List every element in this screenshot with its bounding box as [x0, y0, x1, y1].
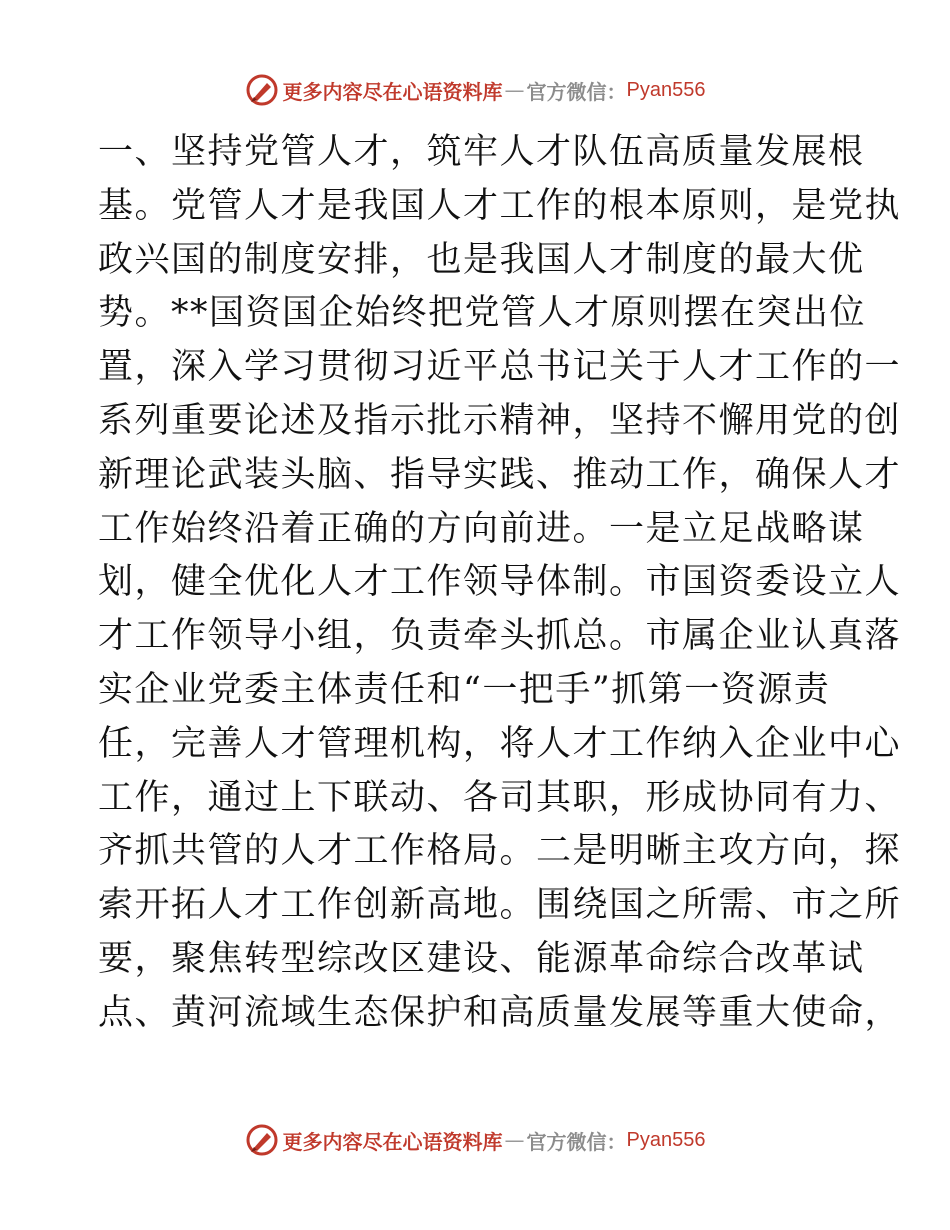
- footer-watermark-banner: [0, 1120, 950, 1160]
- banner-sub-text: 官方微信：: [526, 1129, 627, 1154]
- banner-separator: —: [504, 78, 525, 102]
- banner-wechat-id: Pyan556: [626, 78, 706, 101]
- text-line: 索开拓人才工作创新高地。围绕国之所需、市之所: [98, 885, 902, 926]
- text-line: 系列重要论述及指示批示精神，坚持不懈用党的创: [98, 400, 902, 441]
- text-line: 置，深入学习贯彻习近平总书记关于人才工作的一: [98, 347, 902, 388]
- banner-separator: —: [504, 1128, 525, 1152]
- text-line: 基。党管人才是我国人才工作的根本原则，是党执: [98, 185, 902, 226]
- text-line: 齐抓共管的人才工作格局。二是明晰主攻方向，探: [98, 831, 902, 872]
- banner-sub-text: 官方微信：: [526, 79, 627, 104]
- text-line: 要，聚焦转型综改区建设、能源革命综合改革试: [98, 938, 865, 979]
- text-line: 才工作领导小组，负责牵头抓总。市属企业认真落: [98, 616, 902, 657]
- text-line: 实企业党委主体责任和“一把手”抓第一资源责: [98, 669, 831, 710]
- pen-logo-icon: [245, 73, 279, 107]
- text-line: 政兴国的制度安排，也是我国人才制度的最大优: [98, 239, 865, 280]
- text-line: 新理论武装头脑、指导实践、推动工作，确保人才: [98, 454, 902, 495]
- text-line: 工作，通过上下联动、各司其职，形成协同有力、: [98, 777, 902, 818]
- text-line: 势。**国资国企始终把党管人才原则摆在突出位: [98, 293, 867, 334]
- text-line: 任，完善人才管理机构，将人才工作纳入企业中心: [98, 723, 902, 764]
- banner-brand-text: 更多内容尽在心语资料库: [282, 1129, 503, 1154]
- banner-brand-text: 更多内容尽在心语资料库: [282, 79, 503, 104]
- text-line: 工作始终沿着正确的方向前进。一是立足战略谋: [98, 508, 865, 549]
- header-watermark-banner: [0, 70, 950, 110]
- pen-logo-icon: [245, 1123, 279, 1157]
- banner-wechat-id: Pyan556: [626, 1128, 706, 1151]
- body-text: [98, 126, 902, 1041]
- text-line: 点、黄河流域生态保护和高质量发展等重大使命，: [98, 992, 902, 1033]
- text-line: 一、坚持党管人才，筑牢人才队伍高质量发展根: [98, 132, 865, 172]
- text-line: 划，健全优化人才工作领导体制。市国资委设立人: [98, 562, 902, 603]
